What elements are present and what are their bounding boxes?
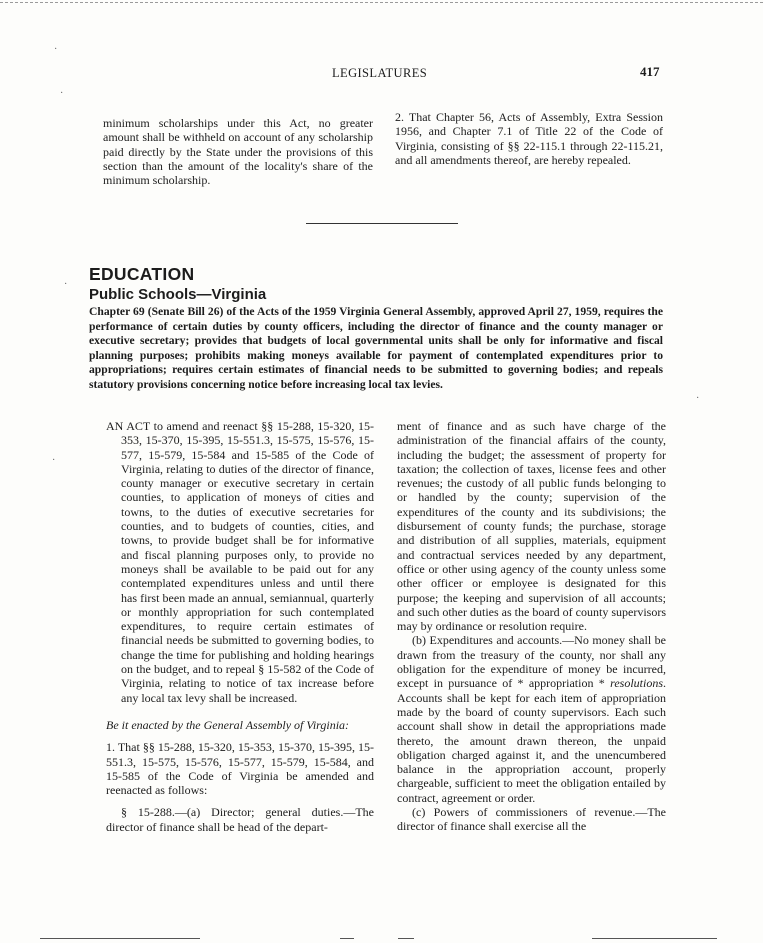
scan-speck: ·: [696, 393, 700, 404]
scan-speck: ·: [60, 88, 64, 99]
expenditures-text-b: appropriation *: [528, 676, 611, 691]
running-head: LEGISLATURES: [332, 66, 428, 80]
scan-speck: ·: [52, 455, 56, 466]
expenditures-paragraph: [397, 633, 666, 805]
section-heading: EDUCATION: [89, 264, 195, 284]
previous-item-right-column: [395, 110, 663, 167]
duties-paragraph: ment of finance and as such have charge of the administration of the financial affairs of the county, including the budget; the assessment of property for taxation; the collection of taxes, license fees and other revenues; the custody of all public funds belonging to or handled by the county; supervision of the expenditures of the county and its subdivisions; the disbursement of county funds; the purchase, storage and distribution of all supplies, materials, equipment and contractual services needed by any department, office or other using agency of the county unless some other officer or employee is designated for this purpose; the keeping and supervision of all accounts; and such other duties as the board of county supervisors may by ordinance or resolution require.: [397, 419, 666, 634]
bottom-edge-line-left: [40, 938, 200, 939]
expenditures-text-c: . Accounts shall be kept for each item of appropriation made by the board of county supervisors. Each such account shall show in detail the appropriations made thereto, the amount drawn thereon, the unpaid obligation charged against it, and the unencumbered balance in the appropriation account, properly chargeable, sufficient to meet the obligation entailed by contract, agreement or order.: [397, 676, 666, 805]
section-15-288-start: § 15-288.—(a) Director; general duties.—The director of finance shall be head of the depart-: [106, 805, 374, 834]
section-divider: [306, 223, 458, 224]
bottom-edge-line-mid: [340, 938, 354, 939]
act-right-column: [397, 419, 666, 834]
section-one: 1. That §§ 15-288, 15-320, 15-353, 15-370, 15-395, 15-551.3, 15-575, 15-576, 15-577, 15-579, 15-584, and 15-585 of the Code of Virginia be amended and reenacted as follows:: [106, 740, 374, 798]
previous-item-right-text: 2. That Chapter 56, Acts of Assembly, Extra Session 1956, and Chapter 7.1 of Title 22 of the Code of Virginia, consisting of §§ 22-115.1 through 22-115.21, and all amendments thereof, are hereby repealed.: [395, 110, 663, 167]
enacting-clause: Be it enacted by the General Assembly of Virginia:: [106, 717, 350, 732]
scan-speck: ·: [54, 44, 58, 55]
section-subheading: Public Schools—Virginia: [89, 286, 267, 303]
page-number: 417: [640, 64, 660, 79]
commissioners-paragraph: (c) Powers of commissioners of revenue.—The director of finance shall exercise all the: [397, 805, 666, 834]
act-title: AN ACT to amend and reenact §§ 15-288, 15-320, 15-353, 15-370, 15-395, 15-551.3, 15-575, 15-576, 15-577, 15-579, 15-584 and 15-585 of the Code of Virginia, relating to duties of the director of finance, county manager or executive secretary in certain counties, to application of moneys of cities and towns, to the duties of executive secretaries for counties, and to budgets of counties, cities, and towns, to provide budget shall be for informative and fiscal planning purposes only, to provide no moneys shall be available to be paid out for any contemplated expenditures unless and until there has first been made an annual, semiannual, quarterly or monthly appropriation for such contemplated expenditures, to require certain estimates of financial needs be submitted to governing bodies, to change the time for publishing and holding hearings on the budget, and to repeal § 15-582 of the Code of Virginia, relating to notice of tax increase before any local tax levy shall be increased.: [106, 419, 374, 705]
act-left-column: [106, 419, 374, 834]
top-edge-dashes: [0, 2, 763, 3]
chapter-summary: Chapter 69 (Senate Bill 26) of the Acts of the 1959 Virginia General Assembly, approved April 27, 1959, requires the performance of certain duties by county officers, including the director of finance and the county manager or executive secretary; provides that budgets of local governmental units shall be only for informative and fiscal planning purposes; prohibits making moneys available for payment of contemplated expenditures prior to appropriations; requires certain estimates of financial needs to be submitted to governing bodies; and repeals statutory provisions concerning notice before increasing local tax levies.: [89, 305, 663, 391]
scan-speck: ·: [64, 279, 68, 290]
bottom-edge-line-mid-2: [398, 938, 414, 939]
expenditures-italic: resolutions: [610, 676, 663, 691]
previous-item-left-column: [103, 116, 373, 187]
expenditures-text-a: (b) Expenditures and accounts.—No money shall be drawn from the treasury of the county, nor shall any obligation for the expenditure of money be incurred, except in pursuance of *: [397, 633, 666, 691]
bottom-edge-line-right: [592, 938, 717, 939]
previous-item-left-text: minimum scholarships under this Act, no greater amount shall be withheld on account of any scholarship paid directly by the State under the provisions of this section than the amount of the locality's share of the minimum scholarship.: [103, 116, 373, 188]
